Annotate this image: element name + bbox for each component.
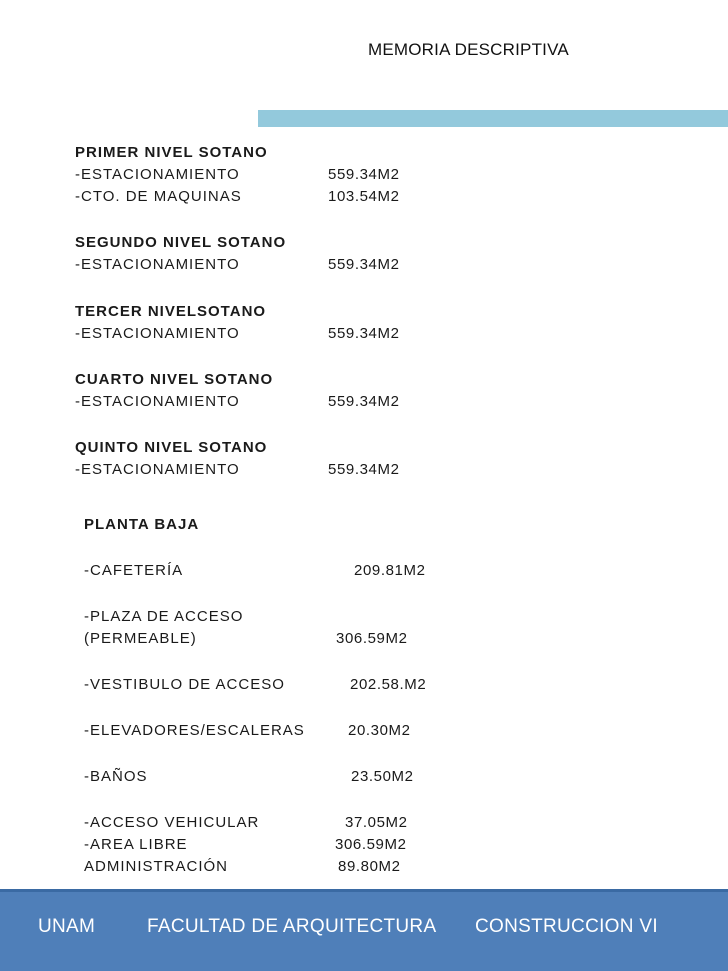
item-label: -ACCESO VEHICULAR (84, 814, 260, 831)
list-item (84, 766, 504, 788)
list-item (84, 834, 504, 856)
footer-bar (0, 889, 728, 971)
item-value: 306.59M2 (336, 630, 408, 647)
item-label: -ESTACIONAMIENTO (75, 393, 240, 410)
item-label: -ESTACIONAMIENTO (75, 166, 240, 183)
item-label: -PLAZA DE ACCESO (84, 608, 244, 625)
item-value: 559.34M2 (328, 461, 400, 478)
list-item (84, 812, 504, 834)
section-segundo-nivel-sotano (75, 232, 475, 276)
item-label: -AREA LIBRE (84, 836, 188, 853)
item-value: 559.34M2 (328, 166, 400, 183)
list-item (84, 720, 504, 742)
section-heading: PRIMER NIVEL SOTANO (75, 144, 268, 161)
list-item (75, 459, 475, 481)
section-cuarto-nivel-sotano (75, 369, 475, 413)
item-value: 89.80M2 (338, 858, 401, 875)
item-label: -CTO. DE MAQUINAS (75, 188, 242, 205)
list-item (84, 606, 504, 628)
list-item (84, 628, 504, 650)
item-value: 306.59M2 (335, 836, 407, 853)
item-value: 20.30M2 (348, 722, 411, 739)
list-item (84, 674, 504, 696)
accent-bar (258, 110, 728, 127)
item-label: -ELEVADORES/ESCALERAS (84, 722, 305, 739)
section-heading: SEGUNDO NIVEL SOTANO (75, 234, 287, 251)
footer-center-text: FACULTAD DE ARQUITECTURA (147, 916, 437, 937)
section-heading: PLANTA BAJA (84, 516, 200, 533)
list-item (75, 186, 475, 208)
footer-right-text: CONSTRUCCION VI (475, 916, 658, 937)
item-value: 37.05M2 (345, 814, 408, 831)
list-item (84, 560, 504, 582)
list-item (75, 254, 475, 276)
list-item (84, 856, 504, 878)
item-value: 202.58.M2 (350, 676, 427, 693)
item-value: 559.34M2 (328, 393, 400, 410)
item-label: -ESTACIONAMIENTO (75, 325, 240, 342)
section-heading: QUINTO NIVEL SOTANO (75, 439, 268, 456)
slide-title: MEMORIA DESCRIPTIVA (368, 40, 569, 59)
section-quinto-nivel-sotano (75, 437, 475, 481)
section-planta-baja (84, 514, 504, 878)
section-heading: CUARTO NIVEL SOTANO (75, 371, 274, 388)
item-label: ADMINISTRACIÓN (84, 858, 229, 875)
item-label: -BAÑOS (84, 768, 148, 785)
item-label: -CAFETERÍA (84, 562, 184, 579)
item-value: 209.81M2 (354, 562, 426, 579)
item-label: -ESTACIONAMIENTO (75, 461, 240, 478)
item-value: 559.34M2 (328, 325, 400, 342)
footer-left-text: UNAM (38, 916, 96, 937)
item-value: 103.54M2 (328, 188, 400, 205)
section-primer-nivel-sotano (75, 142, 475, 208)
item-value: 23.50M2 (351, 768, 414, 785)
list-item (75, 164, 475, 186)
item-label: -VESTIBULO DE ACCESO (84, 676, 285, 693)
section-tercer-nivel-sotano (75, 301, 475, 345)
item-label: (PERMEABLE) (84, 630, 197, 647)
section-heading: TERCER NIVELSOTANO (75, 303, 267, 320)
item-label: -ESTACIONAMIENTO (75, 256, 240, 273)
item-value: 559.34M2 (328, 256, 400, 273)
list-item (75, 391, 475, 413)
list-item (75, 323, 475, 345)
